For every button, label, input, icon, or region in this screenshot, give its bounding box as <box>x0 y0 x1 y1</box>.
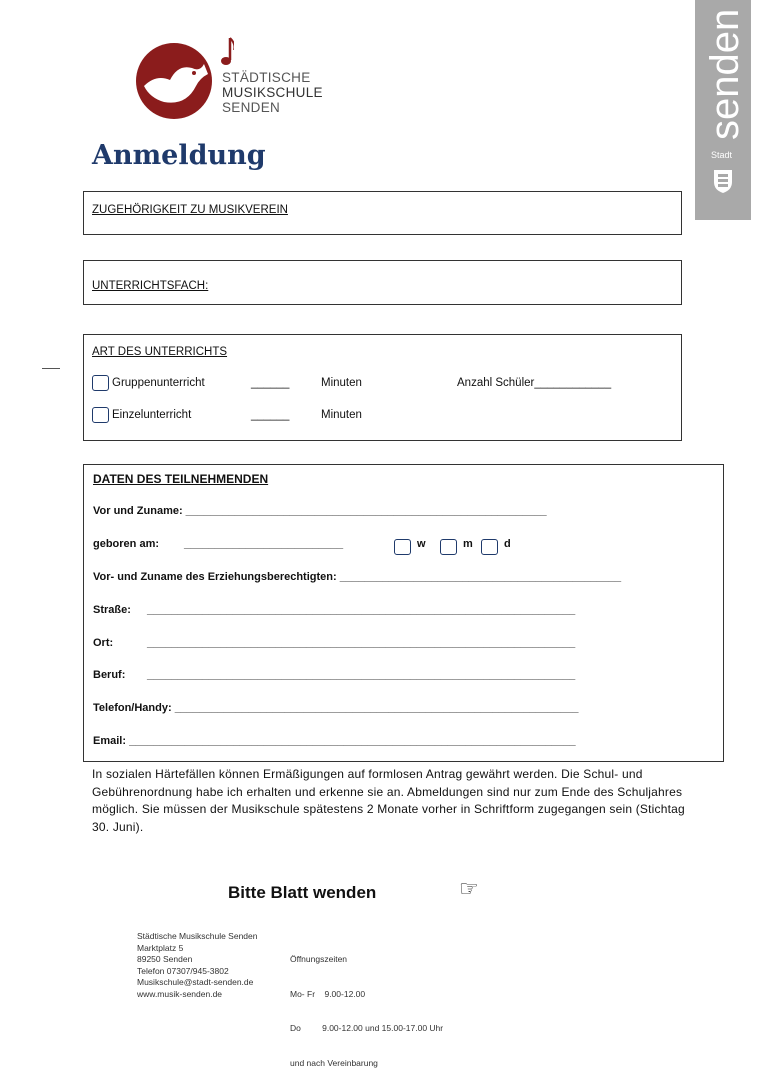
musikverein-label: ZUGEHÖRIGKEIT ZU MUSIKVEREIN <box>92 204 288 216</box>
footer-address <box>137 931 258 1000</box>
logo-line-1: STÄDTISCHE <box>222 70 311 85</box>
strasse-field[interactable]: ______________________________________________________________________ <box>147 604 576 616</box>
einzel-minuten-label: Minuten <box>321 409 362 421</box>
margin-mark <box>42 368 60 369</box>
bitte-blatt-wenden: Bitte Blatt wenden <box>228 883 377 902</box>
city-crest-icon <box>712 168 734 194</box>
senden-side-banner <box>695 0 751 220</box>
ort-label: Ort: <box>93 637 114 649</box>
school-logo <box>134 34 224 124</box>
footer-hours-title: Öffnungszeiten <box>290 954 348 964</box>
teilnehmer-box <box>83 464 724 762</box>
bird-logo-icon <box>134 34 234 124</box>
haertefall-note: In sozialen Härtefällen können Ermäßigungen auf formlosen Antrag gewährt werden. Die Schul- und Gebührenordnung habe ich erhalten und erkenne sie an. Abmeldungen sind nur zum Ende des Schuljahres möglich. Sie müssen der Musikschule spätestens 2 Monate vorher in Schriftform zugegangen sein (Stichtag 30. Juni). <box>92 767 685 834</box>
gruppen-minuten-label: Minuten <box>321 377 362 389</box>
gruppen-checkbox[interactable] <box>92 375 109 391</box>
footer-email[interactable]: Musikschule@stadt-senden.de <box>137 977 254 987</box>
footer-website[interactable]: www.musik-senden.de <box>137 988 223 999</box>
footer-city: 89250 Senden <box>137 954 193 964</box>
gender-d-label: d <box>504 538 511 550</box>
beruf-field[interactable]: ______________________________________________________________________ <box>147 669 576 681</box>
anzahl-schueler-field[interactable]: Anzahl Schüler____________ <box>457 377 612 389</box>
einzel-label: Einzelunterricht <box>112 409 192 421</box>
name-field[interactable]: Vor und Zuname: ___________________________________________________________ <box>93 505 547 517</box>
strasse-label: Straße: <box>93 604 131 616</box>
einzel-minutes-field[interactable]: ______ <box>251 409 290 421</box>
page-title: Anmeldung <box>92 140 266 171</box>
gender-m-checkbox[interactable] <box>440 539 457 555</box>
logo-line-3: SENDEN <box>222 100 281 115</box>
art-heading: ART DES UNTERRICHTS <box>92 346 228 358</box>
erziehungsberechtigter-field[interactable]: Vor- und Zuname des Erziehungsberechtigten: ______________________________________________ <box>93 571 622 583</box>
musikverein-box[interactable] <box>83 191 682 235</box>
beruf-label: Beruf: <box>93 669 126 681</box>
unterrichtsfach-label: UNTERRICHTSFACH: <box>92 280 209 292</box>
email-field[interactable]: Email: _________________________________________________________________________ <box>93 735 576 747</box>
gender-w-label: w <box>417 538 426 550</box>
einzel-checkbox[interactable] <box>92 407 109 423</box>
teilnehmer-heading: DATEN DES TEILNEHMENDEN <box>93 472 269 486</box>
footer-school-name: Städtische Musikschule Senden <box>137 931 258 941</box>
geboren-label: geboren am: <box>93 538 160 550</box>
footer-phone: Telefon 07307/945-3802 <box>137 965 229 976</box>
ort-field[interactable]: ______________________________________________________________________ <box>147 637 576 649</box>
footer-street: Marktplatz 5 <box>137 942 184 953</box>
art-des-unterrichts-box <box>83 334 682 441</box>
footer-hours-extra: und nach Vereinbarung <box>290 1057 378 1068</box>
gruppen-minutes-field[interactable]: ______ <box>251 377 290 389</box>
logo-wordmark <box>222 70 323 115</box>
footer-hours <box>290 931 443 1081</box>
telefon-field[interactable]: Telefon/Handy: __________________________________________________________________ <box>93 702 579 714</box>
logo-line-2: MUSIKSCHULE <box>222 85 323 100</box>
footer-hours-mofr: Mo- Fr 9.00-12.00 <box>290 988 366 999</box>
geboren-field[interactable]: __________________________ <box>184 538 344 550</box>
gender-w-checkbox[interactable] <box>394 539 411 555</box>
pointing-hand-icon: ☞ <box>459 876 479 901</box>
unterrichtsfach-box[interactable] <box>83 260 682 305</box>
side-banner-stadt: Stadt <box>711 150 733 160</box>
footer-hours-do: Do 9.00-12.00 und 15.00-17.00 Uhr <box>290 1023 444 1033</box>
gender-d-checkbox[interactable] <box>481 539 498 555</box>
side-banner-word: senden <box>703 8 747 140</box>
gruppen-label: Gruppenunterricht <box>112 377 205 389</box>
gender-m-label: m <box>463 538 473 550</box>
